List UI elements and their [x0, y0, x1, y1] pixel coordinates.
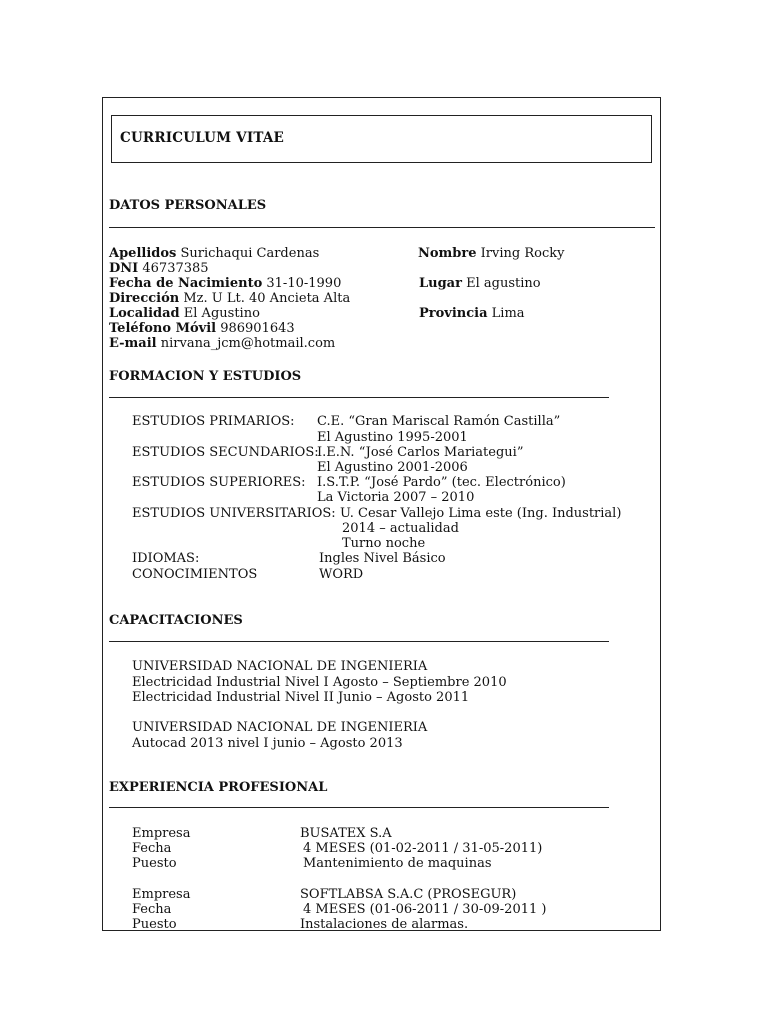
field-label: Teléfono Móvil	[109, 321, 217, 336]
field-label: Localidad	[109, 306, 180, 321]
exp-company: SOFTLABSA S.A.C (PROSEGUR)	[300, 887, 517, 902]
field-label: E-mail	[109, 336, 157, 351]
edu-line: WORD	[319, 567, 364, 582]
edu-label-secundarios: ESTUDIOS SECUNDARIOS:	[132, 445, 319, 460]
edu-line: 2014 – actualidad	[342, 521, 459, 536]
training-course: Electricidad Industrial Nivel II Junio – Agosto 2011	[132, 690, 470, 705]
exp-position: Instalaciones de alarmas.	[300, 917, 469, 932]
edu-line: U. Cesar Vallejo Lima este (Ing. Industrial)	[340, 506, 622, 521]
edu-line: El Agustino 1995-2001	[317, 430, 468, 445]
cv-page	[102, 97, 661, 931]
field-fecha-nacimiento	[109, 276, 341, 291]
edu-line: Ingles Nivel Básico	[319, 551, 446, 566]
edu-line: Turno noche	[342, 536, 426, 551]
exp-date: 4 MESES (01-06-2011 / 30-09-2011 )	[303, 902, 547, 917]
field-telefono	[109, 321, 295, 336]
experience-rule	[109, 807, 609, 808]
edu-line: I.S.T.P. “José Pardo” (tec. Electrónico)	[317, 475, 566, 490]
exp-date: 4 MESES (01-02-2011 / 31-05-2011)	[303, 841, 543, 856]
field-provincia	[419, 306, 525, 321]
personal-heading: DATOS PERSONALES	[109, 198, 267, 213]
exp-label-position: Puesto	[132, 917, 177, 932]
training-institution: UNIVERSIDAD NACIONAL DE INGENIERIA	[132, 659, 428, 674]
training-course: Autocad 2013 nivel I junio – Agosto 2013	[132, 736, 403, 751]
field-direccion	[109, 291, 350, 306]
training-rule	[109, 641, 609, 642]
education-rule	[109, 397, 609, 398]
education-heading: FORMACION Y ESTUDIOS	[109, 369, 302, 384]
field-value: 46737385	[142, 261, 209, 276]
field-value: Surichaqui Cardenas	[180, 246, 320, 261]
edu-label-superiores: ESTUDIOS SUPERIORES:	[132, 475, 306, 490]
exp-label-date: Fecha	[132, 841, 172, 856]
field-label: Fecha de Nacimiento	[109, 276, 263, 291]
field-value: nirvana_jcm@hotmail.com	[160, 336, 336, 351]
edu-line: El Agustino 2001-2006	[317, 460, 468, 475]
edu-label-conocimientos: CONOCIMIENTOS	[132, 567, 258, 582]
field-label: Apellidos	[109, 246, 177, 261]
edu-line: La Victoria 2007 – 2010	[317, 490, 475, 505]
exp-company: BUSATEX S.A	[300, 826, 392, 841]
field-label: Dirección	[109, 291, 180, 306]
title-box	[111, 115, 652, 163]
training-institution: UNIVERSIDAD NACIONAL DE INGENIERIA	[132, 720, 428, 735]
field-localidad	[109, 306, 260, 321]
field-label: Nombre	[418, 246, 477, 261]
training-course: Electricidad Industrial Nivel I Agosto – Septiembre 2010	[132, 675, 507, 690]
edu-label-universitarios: ESTUDIOS UNIVERSITARIOS:	[132, 506, 336, 521]
field-value: Lima	[491, 306, 525, 321]
page-title: CURRICULUM VITAE	[120, 130, 285, 146]
field-nombre	[418, 246, 564, 261]
personal-rule	[109, 227, 655, 228]
field-value: El agustino	[466, 276, 541, 291]
exp-label-company: Empresa	[132, 887, 191, 902]
edu-line: C.E. “Gran Mariscal Ramón Castilla”	[317, 414, 561, 429]
exp-label-position: Puesto	[132, 856, 177, 871]
field-label: Lugar	[419, 276, 462, 291]
field-apellidos	[109, 246, 319, 261]
field-value: Irving Rocky	[480, 246, 565, 261]
experience-heading: EXPERIENCIA PROFESIONAL	[109, 780, 328, 795]
field-label: Provincia	[419, 306, 488, 321]
field-label: DNI	[109, 261, 139, 276]
exp-position: Mantenimiento de maquinas	[303, 856, 492, 871]
field-dni	[109, 261, 209, 276]
field-value: Mz. U Lt. 40 Ancieta Alta	[183, 291, 351, 306]
edu-label-idiomas: IDIOMAS:	[132, 551, 200, 566]
exp-label-company: Empresa	[132, 826, 191, 841]
edu-line: I.E.N. “José Carlos Mariategui”	[317, 445, 524, 460]
field-email	[109, 336, 335, 351]
edu-label-primarios: ESTUDIOS PRIMARIOS:	[132, 414, 295, 429]
field-value: 31-10-1990	[266, 276, 342, 291]
field-value: 986901643	[220, 321, 295, 336]
training-heading: CAPACITACIONES	[109, 613, 243, 628]
field-lugar	[419, 276, 541, 291]
field-value: El Agustino	[183, 306, 260, 321]
exp-label-date: Fecha	[132, 902, 172, 917]
